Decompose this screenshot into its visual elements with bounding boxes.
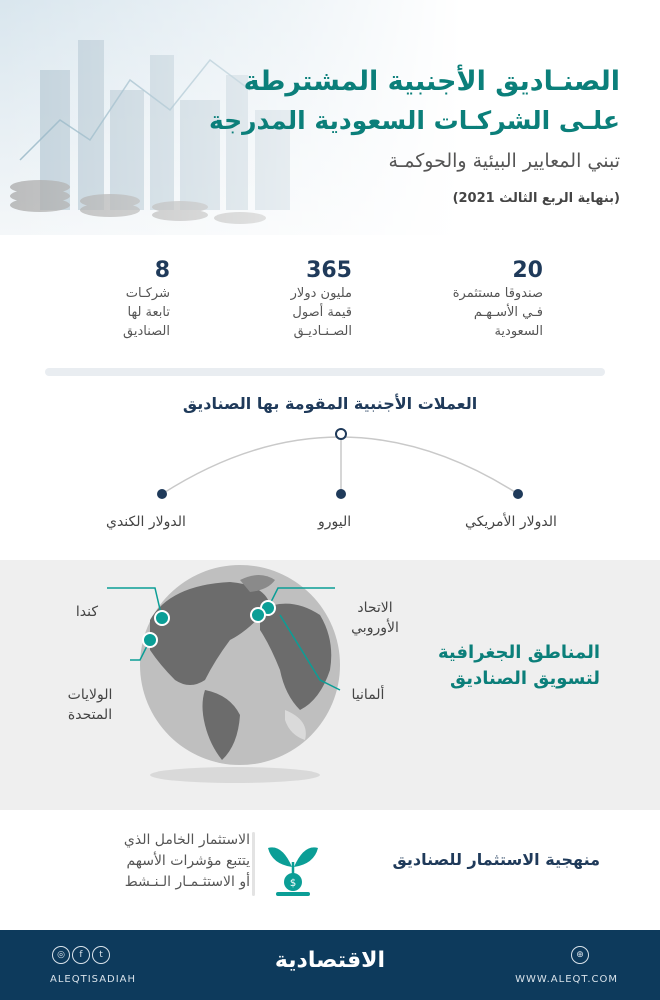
stat-assets (222, 258, 352, 341)
currency-usd: الدولار الأمريكي (465, 514, 557, 530)
region-eu: الاتحاد الأوروبي (351, 600, 399, 636)
stat-label: صندوقا مستثمرة فـي الأسـهـم السعودية (452, 286, 543, 339)
region-germany: ألمانيا (351, 687, 385, 703)
stat-value: 365 (306, 258, 352, 283)
header-section (0, 0, 660, 235)
region-usa: الولايات المتحدة (67, 687, 113, 723)
publisher-logo: الاقتصادية (274, 948, 386, 973)
footer (0, 930, 660, 1000)
stat-label: مليون دولار قيمة أصول الصـنـاديـق (290, 286, 352, 339)
canadian-dollar-dot (157, 489, 167, 499)
facebook-icon[interactable]: f (72, 946, 90, 964)
usa-marker (143, 633, 157, 647)
stat-label: شركـات تابعة لها الصناديق (123, 286, 170, 339)
currencies-arc (0, 420, 660, 560)
regions-section (0, 560, 660, 810)
stat-value: 8 (154, 258, 170, 283)
currency-cad: الدولار الكندي (106, 514, 186, 530)
globe-icon: ⊕ (571, 946, 589, 964)
stat-value: 20 (512, 258, 543, 283)
euro-dot (336, 489, 346, 499)
regions-title: المناطق الجغرافية لتسويق الصناديق (437, 642, 600, 689)
methodology-divider (252, 832, 255, 896)
main-title-line1: الصنـاديق الأجنبية المشترطة (243, 66, 620, 97)
section-divider (45, 368, 605, 376)
main-title-line2: علـى الشركـات السعودية المدرجة (208, 106, 620, 135)
instagram-icon[interactable]: ◎ (52, 946, 70, 964)
stat-funds (403, 258, 543, 341)
germany-marker (251, 608, 265, 622)
svg-text:$: $ (289, 878, 297, 889)
arc-top-node (336, 429, 346, 439)
methodology-section (0, 810, 660, 930)
currency-euro: اليورو (318, 514, 352, 530)
currencies-title: العملات الأجنبية المقومة بها الصناديق (182, 394, 478, 413)
period-label: (بنهاية الربع الثالث 2021) (452, 191, 620, 206)
methodology-title: منهجية الاستثمار للصناديق (392, 850, 600, 869)
globe-shadow (150, 767, 320, 783)
subtitle: تبني المعايير البيئية والحوكمـة (388, 150, 620, 172)
plant-coin-icon (258, 832, 328, 902)
region-canada: كندا (75, 604, 99, 620)
website-link[interactable]: WWW.ALEQT.COM (515, 974, 618, 985)
twitter-icon[interactable]: t (92, 946, 110, 964)
social-handle[interactable]: ALEQTISADIAH (50, 974, 137, 985)
canada-marker (155, 611, 169, 625)
methodology-description: الاستثمار الخامل الذي يتتبع مؤشرات الأسهم أو الاستثـمـار الـنـشط (123, 832, 250, 890)
stat-companies (60, 258, 170, 341)
us-dollar-dot (513, 489, 523, 499)
